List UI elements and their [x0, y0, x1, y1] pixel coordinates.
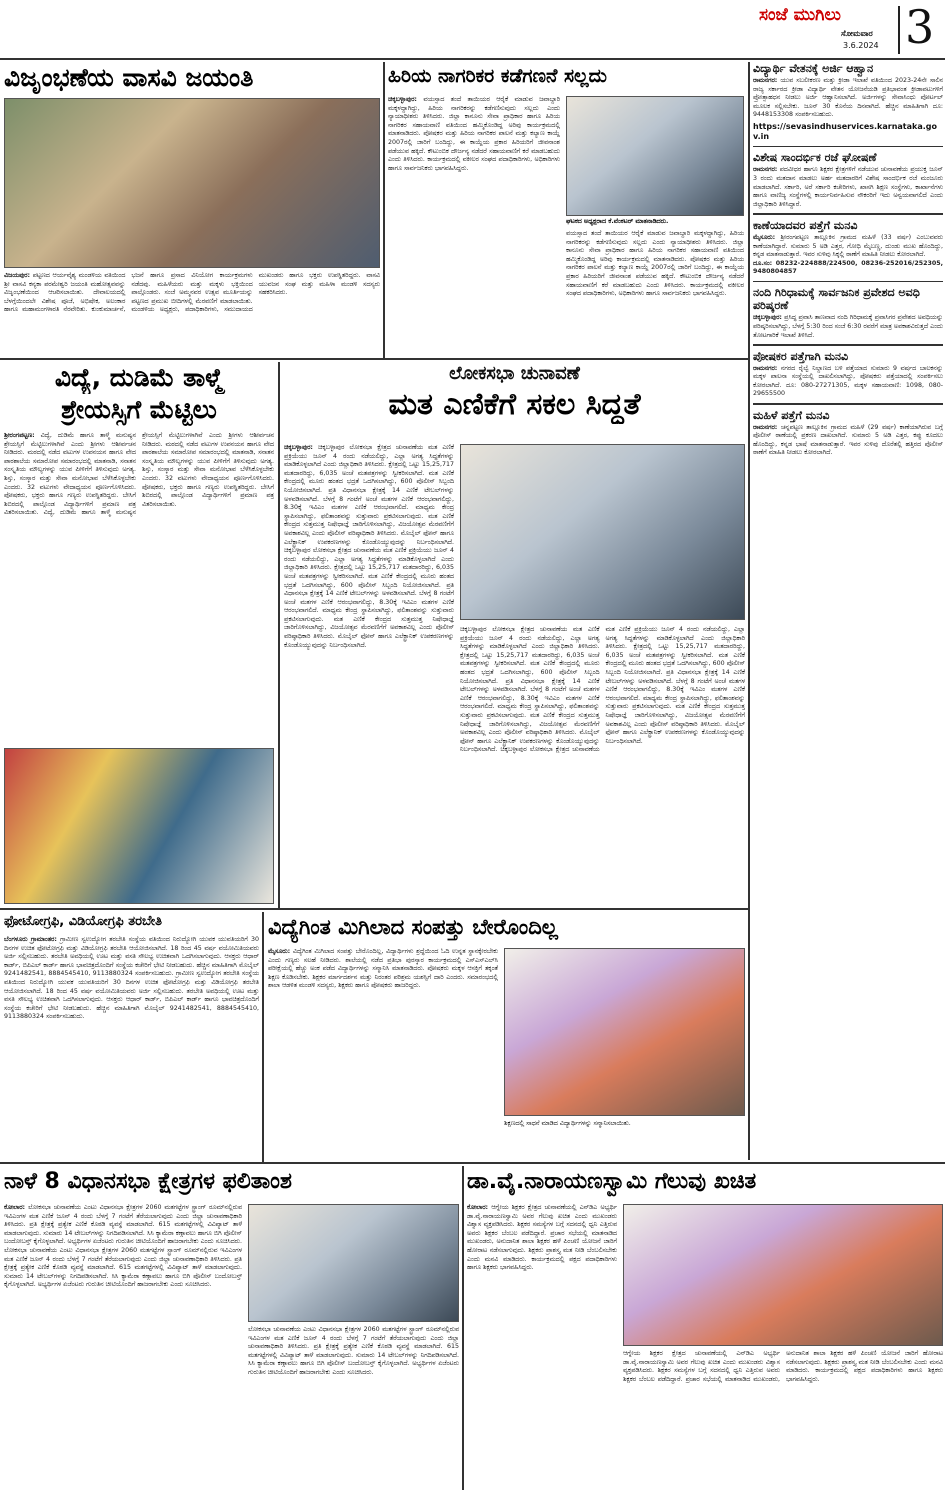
- rule-row2: [0, 908, 748, 910]
- headline: ಮತ ಎಣಿಕೆಗೆ ಸಕಲ ಸಿದ್ಧತೆ: [388, 387, 641, 422]
- dateline: ರಾಮನಗರ:: [753, 364, 778, 372]
- body: ಪದವೀಧರ ಹಾಗೂ ಶಿಕ್ಷಕರ ಕ್ಷೇತ್ರಗಳಿಗೆ ನಡೆಯುವ ಚುನಾವಣೆಯ ಪ್ರಯುಕ್ತ ಜೂನ್ 3 ರಂದು ಮತದಾನ ಮಾಡಲು ಅರ್ಹ ಮತದಾರರಿಗೆ ವಿಶೇಷ ಸಾಂದರ್ಭಿಕ ರಜೆ ಮಂಜೂರು ಮಾಡಲಾಗಿದೆ. ಸರ್ಕಾರಿ, ಅರೆ ಸರ್ಕಾರಿ ಕಚೇರಿಗಳು, ಖಾಸಗಿ ಶಿಕ್ಷಣ ಸಂಸ್ಥೆಗಳು, ಕಾರ್ಖಾನೆಗಳು ಹಾಗೂ ವಾಣಿಜ್ಯ ಸಂಸ್ಥೆಗಳಲ್ಲಿ ಕಾರ್ಯನಿರ್ವಹಿಸುವ ನೌಕರರಿಗೆ ಇದು ಅನ್ವಯವಾಗಲಿದೆ ಎಂದು ಜಿಲ್ಲಾಧಿಕಾರಿ ತಿಳಿಸಿದ್ದಾರೆ.: [753, 166, 943, 208]
- sidebar-headline: ಪೋಷಕರ ಪತ್ತೆಗಾಗಿ ಮನವಿ: [753, 349, 849, 363]
- sidebar-phones: ದೂ.ಸಂ: 08232-224888/224500, 08236-252016/252305, 9480804857: [753, 259, 943, 276]
- sidebar-headline: ವಿದ್ಯಾರ್ಥಿ ವೇತನಕ್ಕೆ ಅರ್ಜಿ ಆಹ್ವಾನ: [753, 62, 874, 75]
- body-text: [4, 936, 259, 1158]
- masthead-weekday: ಸೋಮವಾರ: [841, 29, 873, 38]
- sidebar: [753, 62, 943, 1160]
- sidebar-item-nandi-hills: [753, 286, 943, 340]
- photo-student-felicitation: [504, 948, 745, 1116]
- body: ಪಟ್ಟಣದ ಆರ್ಯವೈಶ್ಯ ಮಂಡಳಿಯ ವತಿಯಿಂದ ಶ್ರೀ ವಾಸವಿ ಕನ್ಯಕಾ ಪರಮೇಶ್ವರಿ ಜಯಂತಿ ಮಹೋತ್ಸವವನ್ನು ವಿಜೃಂಭಣೆಯಿಂದ ಆಚರಿಸಲಾಯಿತು. ದೇವಾಲಯದಲ್ಲಿ ಬೆಳಗ್ಗೆಯಿಂದಲೇ ವಿಶೇಷ ಪೂಜೆ, ಅಭಿಷೇಕ, ಅಲಂಕಾರ ಹಾಗೂ ಮಹಾಮಂಗಳಾರತಿ ನೆರವೇರಿತು. ಕುಂಕುಮಾರ್ಚನೆ, ಭಜನೆ ಹಾಗೂ ಪ್ರಸಾದ ವಿನಿಯೋಗ ಕಾರ್ಯಕ್ರಮಗಳು ನಡೆದವು. ಮಹಿಳೆಯರು ಮತ್ತು ಮಕ್ಕಳು ಭಕ್ತಿಯಿಂದ ಪಾಲ್ಗೊಂಡರು. ಸಂಜೆ ಅಮ್ಮನವರ ಉತ್ಸವ ಮೂರ್ತಿಯನ್ನು ಪಟ್ಟಣದ ಪ್ರಮುಖ ಬೀದಿಗಳಲ್ಲಿ ಮೆರವಣಿಗೆ ಮಾಡಲಾಯಿತು. ಮಂಡಳಿಯ ಅಧ್ಯಕ್ಷರು, ಪದಾಧಿಕಾರಿಗಳು, ಸಮುದಾಯದ ಮುಖಂಡರು ಹಾಗೂ ಭಕ್ತರು ಉಪಸ್ಥಿತರಿದ್ದರು. ವಾಸವಿ ಯುವಜನ ಸಂಘ ಮತ್ತು ಮಹಿಳಾ ಮಂಡಳಿ ಸದಸ್ಯರು ಸಹಕರಿಸಿದರು.: [4, 272, 380, 314]
- headline: ವಿಜೃಂಭಣೆಯ ವಾಸವಿ ಜಯಂತಿ: [4, 63, 254, 92]
- kicker: ಲೋಕಸಭಾ ಚುನಾವಣೆ: [449, 363, 580, 384]
- sidebar-divider: [753, 403, 943, 405]
- rule-row1: [0, 358, 748, 360]
- photo-assembly-meeting: [248, 1204, 459, 1322]
- body-text: [4, 272, 380, 354]
- story-photography: [4, 912, 259, 1160]
- dateline: ಶ್ರೀರಂಗಪಟ್ಟಣ:: [4, 432, 35, 439]
- sidebar-item-missing-woman: [753, 409, 943, 458]
- masthead-date: 3.6.2024: [843, 41, 879, 50]
- sidebar-body: [753, 166, 943, 209]
- body-col-left: [284, 444, 454, 904]
- sidebar-item-special-leave: [753, 151, 943, 209]
- sidebar-body: [753, 77, 943, 120]
- dateline: ರಾಮನಗರ:: [753, 423, 778, 431]
- rule-col1-col2: [383, 62, 385, 358]
- top-rule: [0, 58, 945, 60]
- sidebar-item-scholarship: [753, 62, 943, 142]
- sidebar-headline: ಮಹಿಳೆ ಪತ್ತೆಗೆ ಮನವಿ: [753, 408, 830, 422]
- story-elders: [388, 62, 745, 356]
- dateline: ಕೋಲಾರ:: [4, 1204, 26, 1211]
- masthead-divider: [898, 6, 900, 54]
- dateline: ವಿಜಯಪುರ:: [4, 272, 31, 279]
- sidebar-headline: ಕಾಣೆಯಾದವರ ಪತ್ತೆಗೆ ಮನವಿ: [753, 218, 858, 232]
- story-vasavi: [4, 62, 380, 356]
- headline-line1: ವಿದ್ಯೆ, ದುಡಿಮೆ ತಾಳ್ಮೆ: [54, 363, 224, 392]
- body-continued: ವಯಸ್ಸಾದ ತಂದೆ ತಾಯಿಯರ ಆರೈಕೆ ಮಾಡುವ ಜವಾಬ್ದಾರಿ ಮಕ್ಕಳದ್ದಾಗಿದ್ದು, ಹಿರಿಯ ನಾಗರಿಕರನ್ನು ಕಡೆಗಣಿಸುವುದು ಸಲ್ಲದು ಎಂದು ನ್ಯಾಯಾಧೀಶರು ತಿಳಿಸಿದರು. ಜಿಲ್ಲಾ ಕಾನೂನು ಸೇವಾ ಪ್ರಾಧಿಕಾರ ಹಾಗೂ ಹಿರಿಯ ನಾಗರಿಕರ ಸಹಾಯವಾಣಿ ವತಿಯಿಂದ ಹಮ್ಮಿಕೊಂಡಿದ್ದ ಅರಿವು ಕಾರ್ಯಕ್ರಮದಲ್ಲಿ ಮಾತನಾಡಿದರು. ಪೋಷಕರ ಮತ್ತು ಹಿರಿಯ ನಾಗರಿಕರ ಪಾಲನೆ ಮತ್ತು ಕಲ್ಯಾಣ ಕಾಯ್ದೆ 2007ರಲ್ಲಿ ಜಾರಿಗೆ ಬಂದಿದ್ದು, ಈ ಕಾಯ್ದೆಯ ಪ್ರಕಾರ ಹಿರಿಯರಿಗೆ ಜೀವನಾಂಶ ಪಡೆಯುವ ಹಕ್ಕಿದೆ. ಕೌಟುಂಬಿಕ ದೌರ್ಜನ್ಯ ನಡೆದರೆ ಸಹಾಯವಾಣಿಗೆ ಕರೆ ಮಾಡಬಹುದು ಎಂದು ತಿಳಿಸಿದರು. ಕಾರ್ಯಕ್ರಮದಲ್ಲಿ ವಕೀಲರ ಸಂಘದ ಪದಾಧಿಕಾರಿಗಳು, ಅಧಿಕಾರಿಗಳು ಹಾಗೂ ಸಾರ್ವಜನಿಕರು ಭಾಗವಹಿಸಿದ್ದರು.: [566, 230, 744, 298]
- story-knowledge: [268, 912, 745, 1160]
- body: ವಿದ್ಯೆಗಿಂತ ಮಿಗಿಲಾದ ಸಂಪತ್ತು ಬೇರೊಂದಿಲ್ಲ, ವಿದ್ಯಾರ್ಥಿಗಳು ಶ್ರದ್ಧೆಯಿಂದ ಓದಿ ಉನ್ನತ ಸ್ಥಾನಕ್ಕೇರಬೇಕು ಎಂದು ಗಣ್ಯರು ಸಲಹೆ ನೀಡಿದರು. ಶಾಲೆಯಲ್ಲಿ ನಡೆದ ಪ್ರತಿಭಾ ಪುರಸ್ಕಾರ ಕಾರ್ಯಕ್ರಮದಲ್ಲಿ ಎಸ್ಎಸ್ಎಲ್‌ಸಿ ಪರೀಕ್ಷೆಯಲ್ಲಿ ಹೆಚ್ಚು ಅಂಕ ಪಡೆದ ವಿದ್ಯಾರ್ಥಿಗಳನ್ನು ಸನ್ಮಾನಿಸಿ ಮಾತನಾಡಿದರು. ಪೋಷಕರು ಮಕ್ಕಳ ಆಸಕ್ತಿಗೆ ತಕ್ಕಂತೆ ಶಿಕ್ಷಣ ಕೊಡಿಸಬೇಕು. ಶಿಕ್ಷಕರ ಮಾರ್ಗದರ್ಶನ ಮತ್ತು ನಿರಂತರ ಪರಿಶ್ರಮ ಯಶಸ್ಸಿಗೆ ದಾರಿ ಎಂದರು. ಸಮಾರಂಭದಲ್ಲಿ ಶಾಲಾ ಆಡಳಿತ ಮಂಡಳಿ ಸದಸ್ಯರು, ಶಿಕ್ಷಕರು ಹಾಗೂ ಪೋಷಕರು ಹಾಜರಿದ್ದರು.: [268, 948, 498, 990]
- rule-edu-election: [278, 362, 280, 908]
- story-election: [284, 362, 745, 906]
- rule-row3: [0, 1162, 945, 1164]
- sidebar-divider: [753, 213, 943, 215]
- body: ವಿದ್ಯೆ, ದುಡಿಮೆ ಹಾಗೂ ತಾಳ್ಮೆ ಮನುಷ್ಯನ ಶ್ರೇಯಸ್ಸಿಗೆ ಮೆಟ್ಟಿಲುಗಳಾಗಿವೆ ಎಂದು ಶ್ರೀಗಳು ಆಶೀರ್ವಚನ ನೀಡಿದರು. ಮಠದಲ್ಲಿ ನಡೆದ ವಟುಗಳ ಉಪನಯನ ಹಾಗೂ ವೇದ ಪಾಠಶಾಲೆಯ ಸಮಾರೋಪ ಸಮಾರಂಭದಲ್ಲಿ ಮಾತನಾಡಿ, ಸನಾತನ ಸಂಸ್ಕೃತಿಯ ಮೌಲ್ಯಗಳನ್ನು ಯುವ ಪೀಳಿಗೆಗೆ ತಿಳಿಸುವುದು ಅಗತ್ಯ. ಶಿಸ್ತು, ಸಂಸ್ಕಾರ ಮತ್ತು ಸೇವಾ ಮನೋಭಾವ ಬೆಳೆಸಿಕೊಳ್ಳಬೇಕು ಎಂದರು. 32 ವಟುಗಳು ವೇದಾಧ್ಯಯನ ಪೂರ್ಣಗೊಳಿಸಿದರು. ಪೋಷಕರು, ಭಕ್ತರು ಹಾಗೂ ಗಣ್ಯರು ಉಪಸ್ಥಿತರಿದ್ದರು. ಬೇಸಿಗೆ ಶಿಬಿರದಲ್ಲಿ ಪಾಲ್ಗೊಂಡ ವಿದ್ಯಾರ್ಥಿಗಳಿಗೆ ಪ್ರಮಾಣ ಪತ್ರ ವಿತರಿಸಲಾಯಿತು.: [4, 432, 136, 517]
- photo-caption: ಘಟಕದ ಅಧ್ಯಕ್ಷರಾದ ಕೆ.ವೆಂಕಟರ್ ಮಾತನಾಡಿದರು.: [566, 218, 669, 225]
- sidebar-divider: [753, 146, 943, 148]
- body: ಯುವ ಸಬಲೀಕರಣ ಮತ್ತು ಕ್ರೀಡಾ ಇಲಾಖೆ ವತಿಯಿಂದ 2023-24ನೇ ಸಾಲಿನ ರಾಜ್ಯ ಸರ್ಕಾರದ ಕ್ರೀಡಾ ವಿದ್ಯಾರ್ಥಿ ವೇತನ ಯೋಜನೆಯಡಿ ಪ್ರತಿಭಾವಂತ ಕ್ರೀಡಾಪಟುಗಳಿಗೆ ಪ್ರೋತ್ಸಾಹಧನ ನೀಡಲು ಅರ್ಜಿ ಆಹ್ವಾನಿಸಲಾಗಿದೆ. ಅರ್ಜಿಗಳನ್ನು ಸೇವಾಸಿಂಧು ಪೋರ್ಟಲ್ ಮೂಲಕ ಸಲ್ಲಿಸಬೇಕು. ಜೂನ್ 30 ಕೊನೆಯ ದಿನವಾಗಿದೆ. ಹೆಚ್ಚಿನ ಮಾಹಿತಿಗಾಗಿ ದೂ: 9448153308 ಸಂಪರ್ಕಿಸಬಹುದು.: [753, 77, 943, 119]
- body-text: [4, 432, 274, 742]
- body-col-left: [467, 1204, 617, 1486]
- photo-caption: ಶಿಕ್ಷಣದಲ್ಲಿ ಸಾಧನೆ ಮಾಡಿದ ವಿದ್ಯಾರ್ಥಿಗಳನ್ನು ಸನ್ಮಾನಿಸಲಾಯಿತು.: [504, 1120, 631, 1127]
- headline: ವಿದ್ಯೆಗಿಂತ ಮಿಗಿಲಾದ ಸಂಪತ್ತು ಬೇರೊಂದಿಲ್ಲ: [268, 915, 558, 939]
- dateline: ಕೋಲಾರ:: [467, 1204, 489, 1211]
- body-col-left: [388, 96, 560, 354]
- sidebar-headline: ವಿಶೇಷ ಸಾಂದರ್ಭಿಕ ರಜೆ ಘೋಷಣೆ: [753, 151, 877, 165]
- photo-campaign: [623, 1204, 943, 1346]
- sidebar-headline: ನಂದಿ ಗಿರಿಧಾಮಕ್ಕೆ ಸಾರ್ವಜನಿಕ ಪ್ರವೇಶದ ಅವಧಿ ಪರಿಷ್ಕರಣೆ: [753, 286, 920, 313]
- dateline: ಬೆಂಗಳೂರು ಗ್ರಾಮಾಂತರ:: [4, 936, 57, 943]
- body: ಶ್ರೀರಂಗಪಟ್ಟಣ ತಾಲ್ಲೂಕಿನ ಗ್ರಾಮದ ಮಹಿಳೆ (33 ವರ್ಷ) ಎಂಬುವವರು ಕಾಣೆಯಾಗಿದ್ದಾರೆ. ಸುಮಾರು 5 ಅಡಿ ಎತ್ತರ, ಗೋಧಿ ಮೈಬಣ್ಣ, ದುಂಡು ಮುಖ ಹೊಂದಿದ್ದು, ಕನ್ನಡ ಮಾತನಾಡುತ್ತಾರೆ. ಇವರ ಸುಳಿವು ಸಿಕ್ಕಲ್ಲಿ ಠಾಣೆಗೆ ಮಾಹಿತಿ ನೀಡಲು ಕೋರಲಾಗಿದೆ.: [753, 233, 943, 259]
- rule-photo-knowledge: [262, 912, 264, 1162]
- body-repeat: ವಿದ್ಯೆ, ದುಡಿಮೆ ಹಾಗೂ ತಾಳ್ಮೆ ಮನುಷ್ಯನ ಶ್ರೇಯಸ್ಸಿಗೆ ಮೆಟ್ಟಿಲುಗಳಾಗಿವೆ ಎಂದು ಶ್ರೀಗಳು ಆಶೀರ್ವಚನ ನೀಡಿದರು. ಮಠದಲ್ಲಿ ನಡೆದ ವಟುಗಳ ಉಪನಯನ ಹಾಗೂ ವೇದ ಪಾಠಶಾಲೆಯ ಸಮಾರೋಪ ಸಮಾರಂಭದಲ್ಲಿ ಮಾತನಾಡಿ, ಸನಾತನ ಸಂಸ್ಕೃತಿಯ ಮೌಲ್ಯಗಳನ್ನು ಯುವ ಪೀಳಿಗೆಗೆ ತಿಳಿಸುವುದು ಅಗತ್ಯ. ಶಿಸ್ತು, ಸಂಸ್ಕಾರ ಮತ್ತು ಸೇವಾ ಮನೋಭಾವ ಬೆಳೆಸಿಕೊಳ್ಳಬೇಕು ಎಂದರು. 32 ವಟುಗಳು ವೇದಾಧ್ಯಯನ ಪೂರ್ಣಗೊಳಿಸಿದರು. ಪೋಷಕರು, ಭಕ್ತರು ಹಾಗೂ ಗಣ್ಯರು ಉಪಸ್ಥಿತರಿದ್ದರು. ಬೇಸಿಗೆ ಶಿಬಿರದಲ್ಲಿ ಪಾಲ್ಗೊಂಡ ವಿದ್ಯಾರ್ಥಿಗಳಿಗೆ ಪ್ರಮಾಣ ಪತ್ರ ವಿತರಿಸಲಾಯಿತು.: [43, 432, 274, 517]
- sidebar-body: [753, 424, 943, 458]
- masthead-logo: [759, 5, 841, 25]
- body-col-right: [248, 1326, 459, 1486]
- photo-vasavi-group: [4, 98, 380, 268]
- body: ಲೋಕಸಭಾ ಚುನಾವಣೆಯ ಎಂಟು ವಿಧಾನಸಭಾ ಕ್ಷೇತ್ರಗಳ 2060 ಮತಗಟ್ಟೆಗಳ ಸ್ಟ್ರಾಂಗ್ ರೂಮ್‌ನಲ್ಲಿರುವ ಇವಿಎಂಗಳ ಮತ ಎಣಿಕೆ ಜೂನ್ 4 ರಂದು ಬೆಳಗ್ಗೆ 7 ಗಂಟೆಗೆ ತೆರೆಯಲಾಗುವುದು ಎಂದು ಜಿಲ್ಲಾ ಚುನಾವಣಾಧಿಕಾರಿ ತಿಳಿಸಿದರು. ಪ್ರತಿ ಕ್ಷೇತ್ರಕ್ಕೆ ಪ್ರತ್ಯೇಕ ಎಣಿಕೆ ಕೊಠಡಿ ವ್ಯವಸ್ಥೆ ಮಾಡಲಾಗಿದೆ. 615 ಮತಗಟ್ಟೆಗಳಲ್ಲಿ ವಿವಿಪ್ಯಾಟ್ ತಾಳೆ ಮಾಡಲಾಗುವುದು. ಸುಮಾರು 14 ಟೇಬಲ್‌ಗಳನ್ನು ನಿಗದಿಪಡಿಸಲಾಗಿದೆ. ಸಿಸಿ ಕ್ಯಾಮೆರಾ ಕಣ್ಗಾವಲು ಹಾಗೂ ಬಿಗಿ ಪೊಲೀಸ್ ಬಂದೋಬಸ್ತ್ ಕೈಗೊಳ್ಳಲಾಗಿದೆ. ಅಭ್ಯರ್ಥಿಗಳ ಏಜೆಂಟರು ಗುರುತಿನ ಚೀಟಿಯೊಂದಿಗೆ ಹಾಜರಾಗಬೇಕು ಎಂದು ಸೂಚಿಸಿದರು.: [4, 1204, 242, 1246]
- masthead: [755, 2, 943, 60]
- sidebar-item-missing-person: [753, 219, 943, 277]
- dateline: ಚಿಕ್ಕಬಳ್ಳಾಪುರ:: [284, 444, 313, 451]
- headline-line2: ಶ್ರೇಯಸ್ಸಿಗೆ ಮೆಟ್ಟಿಲು: [61, 395, 217, 424]
- body-repeat: ಲೋಕಸಭಾ ಚುನಾವಣೆಯ ಎಂಟು ವಿಧಾನಸಭಾ ಕ್ಷೇತ್ರಗಳ 2060 ಮತಗಟ್ಟೆಗಳ ಸ್ಟ್ರಾಂಗ್ ರೂಮ್‌ನಲ್ಲಿರುವ ಇವಿಎಂಗಳ ಮತ ಎಣಿಕೆ ಜೂನ್ 4 ರಂದು ಬೆಳಗ್ಗೆ 7 ಗಂಟೆಗೆ ತೆರೆಯಲಾಗುವುದು ಎಂದು ಜಿಲ್ಲಾ ಚುನಾವಣಾಧಿಕಾರಿ ತಿಳಿಸಿದರು. ಪ್ರತಿ ಕ್ಷೇತ್ರಕ್ಕೆ ಪ್ರತ್ಯೇಕ ಎಣಿಕೆ ಕೊಠಡಿ ವ್ಯವಸ್ಥೆ ಮಾಡಲಾಗಿದೆ. 615 ಮತಗಟ್ಟೆಗಳಲ್ಲಿ ವಿವಿಪ್ಯಾಟ್ ತಾಳೆ ಮಾಡಲಾಗುವುದು. ಸುಮಾರು 14 ಟೇಬಲ್‌ಗಳನ್ನು ನಿಗದಿಪಡಿಸಲಾಗಿದೆ. ಸಿಸಿ ಕ್ಯಾಮೆರಾ ಕಣ್ಗಾವಲು ಹಾಗೂ ಬಿಗಿ ಪೊಲೀಸ್ ಬಂದೋಬಸ್ತ್ ಕೈಗೊಳ್ಳಲಾಗಿದೆ. ಅಭ್ಯರ್ಥಿಗಳ ಏಜೆಂಟರು ಗುರುತಿನ ಚೀಟಿಯೊಂದಿಗೆ ಹಾಜರಾಗಬೇಕು ಎಂದು ಸೂಚಿಸಿದರು.: [4, 1246, 242, 1289]
- sidebar-body: [753, 314, 943, 340]
- headline: ಡಾ.ವೈ.ನಾರಾಯಣಸ್ವಾಮಿ ಗೆಲುವು ಖಚಿತ: [467, 1169, 757, 1194]
- body: ವಯಸ್ಸಾದ ತಂದೆ ತಾಯಿಯರ ಆರೈಕೆ ಮಾಡುವ ಜವಾಬ್ದಾರಿ ಮಕ್ಕಳದ್ದಾಗಿದ್ದು, ಹಿರಿಯ ನಾಗರಿಕರನ್ನು ಕಡೆಗಣಿಸುವುದು ಸಲ್ಲದು ಎಂದು ನ್ಯಾಯಾಧೀಶರು ತಿಳಿಸಿದರು. ಜಿಲ್ಲಾ ಕಾನೂನು ಸೇವಾ ಪ್ರಾಧಿಕಾರ ಹಾಗೂ ಹಿರಿಯ ನಾಗರಿಕರ ಸಹಾಯವಾಣಿ ವತಿಯಿಂದ ಹಮ್ಮಿಕೊಂಡಿದ್ದ ಅರಿವು ಕಾರ್ಯಕ್ರಮದಲ್ಲಿ ಮಾತನಾಡಿದರು. ಪೋಷಕರ ಮತ್ತು ಹಿರಿಯ ನಾಗರಿಕರ ಪಾಲನೆ ಮತ್ತು ಕಲ್ಯಾಣ ಕಾಯ್ದೆ 2007ರಲ್ಲಿ ಜಾರಿಗೆ ಬಂದಿದ್ದು, ಈ ಕಾಯ್ದೆಯ ಪ್ರಕಾರ ಹಿರಿಯರಿಗೆ ಜೀವನಾಂಶ ಪಡೆಯುವ ಹಕ್ಕಿದೆ. ಕೌಟುಂಬಿಕ ದೌರ್ಜನ್ಯ ನಡೆದರೆ ಸಹಾಯವಾಣಿಗೆ ಕರೆ ಮಾಡಬಹುದು ಎಂದು ತಿಳಿಸಿದರು. ಕಾರ್ಯಕ್ರಮದಲ್ಲಿ ವಕೀಲರ ಸಂಘದ ಪದಾಧಿಕಾರಿಗಳು, ಅಧಿಕಾರಿಗಳು ಹಾಗೂ ಸಾರ್ವಜನಿಕರು ಭಾಗವಹಿಸಿದ್ದರು.: [388, 96, 560, 172]
- story-assembly: [4, 1166, 459, 1488]
- rule-main-sidebar: [748, 62, 750, 1160]
- body-col-right: [460, 626, 745, 904]
- body: ಚನ್ನಪಟ್ಟಣ ತಾಲ್ಲೂಕಿನ ಗ್ರಾಮದ ಮಹಿಳೆ (29 ವರ್ಷ) ಕಾಣೆಯಾಗಿರುವ ಬಗ್ಗೆ ಪೊಲೀಸ್ ಠಾಣೆಯಲ್ಲಿ ಪ್ರಕರಣ ದಾಖಲಾಗಿದೆ. ಸುಮಾರು 5 ಅಡಿ ಎತ್ತರ, ಕಪ್ಪು ಕೂದಲು ಹೊಂದಿದ್ದು, ಕನ್ನಡ ಭಾಷೆ ಮಾತನಾಡುತ್ತಾರೆ. ಇವರ ಸುಳಿವು ದೊರೆತಲ್ಲಿ ಹತ್ತಿರದ ಪೊಲೀಸ್ ಠಾಣೆಗೆ ಮಾಹಿತಿ ನೀಡಲು ಕೋರಲಾಗಿದೆ.: [753, 423, 943, 457]
- sidebar-divider: [753, 344, 943, 346]
- headline: ಫೋಟೋಗ್ರಫಿ, ವಿಡಿಯೋಗ್ರಫಿ ತರಬೇತಿ: [4, 914, 163, 929]
- rule-bottom-split: [462, 1166, 464, 1490]
- body-col-left: [4, 1204, 242, 1486]
- photo-election-officials: [460, 444, 745, 620]
- headline: ಹಿರಿಯ ನಾಗರಿಕರ ಕಡೆಗಣನೆ ಸಲ್ಲದು: [388, 65, 607, 87]
- sidebar-divider: [753, 281, 943, 283]
- body-continued: ಲೋಕಸಭಾ ಚುನಾವಣೆಯ ಎಂಟು ವಿಧಾನಸಭಾ ಕ್ಷೇತ್ರಗಳ 2060 ಮತಗಟ್ಟೆಗಳ ಸ್ಟ್ರಾಂಗ್ ರೂಮ್‌ನಲ್ಲಿರುವ ಇವಿಎಂಗಳ ಮತ ಎಣಿಕೆ ಜೂನ್ 4 ರಂದು ಬೆಳಗ್ಗೆ 7 ಗಂಟೆಗೆ ತೆರೆಯಲಾಗುವುದು ಎಂದು ಜಿಲ್ಲಾ ಚುನಾವಣಾಧಿಕಾರಿ ತಿಳಿಸಿದರು. ಪ್ರತಿ ಕ್ಷೇತ್ರಕ್ಕೆ ಪ್ರತ್ಯೇಕ ಎಣಿಕೆ ಕೊಠಡಿ ವ್ಯವಸ್ಥೆ ಮಾಡಲಾಗಿದೆ. 615 ಮತಗಟ್ಟೆಗಳಲ್ಲಿ ವಿವಿಪ್ಯಾಟ್ ತಾಳೆ ಮಾಡಲಾಗುವುದು. ಸುಮಾರು 14 ಟೇಬಲ್‌ಗಳನ್ನು ನಿಗದಿಪಡಿಸಲಾಗಿದೆ. ಸಿಸಿ ಕ್ಯಾಮೆರಾ ಕಣ್ಗಾವಲು ಹಾಗೂ ಬಿಗಿ ಪೊಲೀಸ್ ಬಂದೋಬಸ್ತ್ ಕೈಗೊಳ್ಳಲಾಗಿದೆ. ಅಭ್ಯರ್ಥಿಗಳ ಏಜೆಂಟರು ಗುರುತಿನ ಚೀಟಿಯೊಂದಿಗೆ ಹಾಜರಾಗಬೇಕು ಎಂದು ಸೂಚಿಸಿದರು.: [248, 1326, 459, 1376]
- sidebar-body: [753, 234, 943, 260]
- body-continued-2: ಚಿಕ್ಕಬಳ್ಳಾಪುರ ಲೋಕಸಭಾ ಕ್ಷೇತ್ರದ ಚುನಾವಣೆಯ ಮತ ಎಣಿಕೆ ಪ್ರಕ್ರಿಯೆಯು ಜೂನ್ 4 ರಂದು ನಡೆಯಲಿದ್ದು, ಎಲ್ಲಾ ಅಗತ್ಯ ಸಿದ್ಧತೆಗಳನ್ನು ಮಾಡಿಕೊಳ್ಳಲಾಗಿದೆ ಎಂದು ಜಿಲ್ಲಾಧಿಕಾರಿ ತಿಳಿಸಿದರು. ಕ್ಷೇತ್ರದಲ್ಲಿ ಒಟ್ಟು 15,25,717 ಮತದಾರರಿದ್ದು, 6,035 ಅಂಚೆ ಮತಪತ್ರಗಳನ್ನು ಸ್ವೀಕರಿಸಲಾಗಿದೆ. ಮತ ಎಣಿಕೆ ಕೇಂದ್ರದಲ್ಲಿ ಮೂರು ಹಂತದ ಭದ್ರತೆ ಒದಗಿಸಲಾಗಿದ್ದು, 600 ಪೊಲೀಸ್ ಸಿಬ್ಬಂದಿ ನಿಯೋಜಿಸಲಾಗಿದೆ. ಪ್ರತಿ ವಿಧಾನಸಭಾ ಕ್ಷೇತ್ರಕ್ಕೆ 14 ಎಣಿಕೆ ಟೇಬಲ್‌ಗಳನ್ನು ಅಳವಡಿಸಲಾಗಿದೆ. ಬೆಳಗ್ಗೆ 8 ಗಂಟೆಗೆ ಅಂಚೆ ಮತಗಳ ಎಣಿಕೆ ಆರಂಭವಾಗಲಿದ್ದು, 8.30ಕ್ಕೆ ಇವಿಎಂ ಮತಗಳ ಎಣಿಕೆ ಆರಂಭವಾಗಲಿದೆ. ಮಾಧ್ಯಮ ಕೇಂದ್ರ ಸ್ಥಾಪಿಸಲಾಗಿದ್ದು, ಫಲಿತಾಂಶವನ್ನು ಸುತ್ತುವಾರು ಪ್ರಕಟಿಸಲಾಗುವುದು. ಮತ ಎಣಿಕೆ ಕೇಂದ್ರದ ಸುತ್ತಮುತ್ತ ನಿಷೇಧಾಜ್ಞೆ ಜಾರಿಗೊಳಿಸಲಾಗಿದ್ದು, ವಿಜಯೋತ್ಸವ ಮೆರವಣಿಗೆಗೆ ಅವಕಾಶವಿಲ್ಲ ಎಂದು ಪೊಲೀಸ್ ವರಿಷ್ಠಾಧಿಕಾರಿ ತಿಳಿಸಿದರು. ಮೊಬೈಲ್ ಫೋನ್ ಹಾಗೂ ಎಲೆಕ್ಟ್ರಾನಿಕ್ ಉಪಕರಣಗಳನ್ನು ಕೊಂಡೊಯ್ಯುವುದನ್ನು ನಿರ್ಬಂಧಿಸಲಾಗಿದೆ.: [500, 626, 745, 754]
- body-col-right: [623, 1350, 943, 1486]
- body: ಪ್ರಸಿದ್ಧ ಪ್ರವಾಸಿ ತಾಣವಾದ ನಂದಿ ಗಿರಿಧಾಮಕ್ಕೆ ಪ್ರವಾಸಿಗರ ಪ್ರವೇಶದ ಅವಧಿಯನ್ನು ಪರಿಷ್ಕರಿಸಲಾಗಿದ್ದು, ಬೆಳಗ್ಗೆ 5:30 ರಿಂದ ಸಂಜೆ 6:30 ರವರೆಗೆ ಮಾತ್ರ ಅವಕಾಶವಿರುತ್ತದೆ ಎಂದು ತೋಟಗಾರಿಕೆ ಇಲಾಖೆ ತಿಳಿಸಿದೆ.: [753, 314, 943, 339]
- story-narayanaswamy: [467, 1166, 943, 1488]
- dateline: ರಾಮನಗರ:: [753, 166, 778, 174]
- headline: ನಾಳೆ 8 ವಿಧಾನಸಭಾ ಕ್ಷೇತ್ರಗಳ ಫಲಿತಾಂಶ: [4, 1169, 292, 1194]
- story-education: [4, 362, 274, 906]
- logo-text: ಸಂಜೆ ಮುಗಿಲು: [759, 5, 841, 25]
- body-continued: ಚಿಕ್ಕಬಳ್ಳಾಪುರ ಲೋಕಸಭಾ ಕ್ಷೇತ್ರದ ಚುನಾವಣೆಯ ಮತ ಎಣಿಕೆ ಪ್ರಕ್ರಿಯೆಯು ಜೂನ್ 4 ರಂದು ನಡೆಯಲಿದ್ದು, ಎಲ್ಲಾ ಅಗತ್ಯ ಸಿದ್ಧತೆಗಳನ್ನು ಮಾಡಿಕೊಳ್ಳಲಾಗಿದೆ ಎಂದು ಜಿಲ್ಲಾಧಿಕಾರಿ ತಿಳಿಸಿದರು. ಕ್ಷೇತ್ರದಲ್ಲಿ ಒಟ್ಟು 15,25,717 ಮತದಾರರಿದ್ದು, 6,035 ಅಂಚೆ ಮತಪತ್ರಗಳನ್ನು ಸ್ವೀಕರಿಸಲಾಗಿದೆ. ಮತ ಎಣಿಕೆ ಕೇಂದ್ರದಲ್ಲಿ ಮೂರು ಹಂತದ ಭದ್ರತೆ ಒದಗಿಸಲಾಗಿದ್ದು, 600 ಪೊಲೀಸ್ ಸಿಬ್ಬಂದಿ ನಿಯೋಜಿಸಲಾಗಿದೆ. ಪ್ರತಿ ವಿಧಾನಸಭಾ ಕ್ಷೇತ್ರಕ್ಕೆ 14 ಎಣಿಕೆ ಟೇಬಲ್‌ಗಳನ್ನು ಅಳವಡಿಸಲಾಗಿದೆ. ಬೆಳಗ್ಗೆ 8 ಗಂಟೆಗೆ ಅಂಚೆ ಮತಗಳ ಎಣಿಕೆ ಆರಂಭವಾಗಲಿದ್ದು, 8.30ಕ್ಕೆ ಇವಿಎಂ ಮತಗಳ ಎಣಿಕೆ ಆರಂಭವಾಗಲಿದೆ. ಮಾಧ್ಯಮ ಕೇಂದ್ರ ಸ್ಥಾಪಿಸಲಾಗಿದ್ದು, ಫಲಿತಾಂಶವನ್ನು ಸುತ್ತುವಾರು ಪ್ರಕಟಿಸಲಾಗುವುದು. ಮತ ಎಣಿಕೆ ಕೇಂದ್ರದ ಸುತ್ತಮುತ್ತ ನಿಷೇಧಾಜ್ಞೆ ಜಾರಿಗೊಳಿಸಲಾಗಿದ್ದು, ವಿಜಯೋತ್ಸವ ಮೆರವಣಿಗೆಗೆ ಅವಕಾಶವಿಲ್ಲ ಎಂದು ಪೊಲೀಸ್ ವರಿಷ್ಠಾಧಿಕಾರಿ ತಿಳಿಸಿದರು. ಮೊಬೈಲ್ ಫೋನ್ ಹಾಗೂ ಎಲೆಕ್ಟ್ರಾನಿಕ್ ಉಪಕರಣಗಳನ್ನು ಕೊಂಡೊಯ್ಯುವುದನ್ನು ನಿರ್ಬಂಧಿಸಲಾಗಿದೆ.: [460, 626, 600, 754]
- body: ಗ್ರಾಮೀಣ ಸ್ವಉದ್ಯೋಗ ತರಬೇತಿ ಸಂಸ್ಥೆಯ ವತಿಯಿಂದ ನಿರುದ್ಯೋಗಿ ಯುವಕ ಯುವತಿಯರಿಗೆ 30 ದಿನಗಳ ಉಚಿತ ಫೋಟೋಗ್ರಫಿ ಮತ್ತು ವಿಡಿಯೋಗ್ರಫಿ ತರಬೇತಿ ಆಯೋಜಿಸಲಾಗಿದೆ. 18 ರಿಂದ 45 ವರ್ಷ ವಯೋಮಿತಿಯವರು ಅರ್ಜಿ ಸಲ್ಲಿಸಬಹುದು. ತರಬೇತಿ ಅವಧಿಯಲ್ಲಿ ಊಟ ಮತ್ತು ವಸತಿ ಸೌಲಭ್ಯ ಉಚಿತವಾಗಿ ಒದಗಿಸಲಾಗುವುದು. ಆಸಕ್ತರು ಆಧಾರ್ ಕಾರ್ಡ್, ಬಿಪಿಎಲ್ ಕಾರ್ಡ್ ಹಾಗೂ ಭಾವಚಿತ್ರದೊಂದಿಗೆ ಸಂಸ್ಥೆಯ ಕಚೇರಿಗೆ ಭೇಟಿ ನೀಡಬಹುದು. ಹೆಚ್ಚಿನ ಮಾಹಿತಿಗಾಗಿ ಮೊಬೈಲ್ 9241482541, 8884545410, 9113880324 ಸಂಪರ್ಕಿಸಬಹುದು.: [4, 936, 259, 978]
- photo-swamiji-students: [4, 748, 274, 904]
- sevasindhu-link[interactable]: https://sevasindhuservices.karnataka.gov.in: [753, 121, 938, 141]
- dateline: ಮೈಸೂರು:: [753, 233, 776, 241]
- photo-elders: [566, 96, 744, 216]
- body: ನಗರದ ರೈಲ್ವೆ ನಿಲ್ದಾಣದ ಬಳಿ ಪತ್ತೆಯಾದ ಸುಮಾರು 9 ವರ್ಷದ ಬಾಲಕನನ್ನು ಮಕ್ಕಳ ಪಾಲನಾ ಸಂಸ್ಥೆಯಲ್ಲಿ ದಾಖಲಿಸಲಾಗಿದ್ದು, ಪೋಷಕರು ಪತ್ತೆಯಾದಲ್ಲಿ ಸಂಪರ್ಕಿಸಲು ಕೋರಲಾಗಿದೆ. ದೂ: 080-27271305, ಮಕ್ಕಳ ಸಹಾಯವಾಣಿ: 1098, 080-29655500: [753, 364, 943, 398]
- dateline: ರಾಮನಗರ:: [753, 77, 778, 84]
- page-number: 3: [905, 2, 935, 54]
- body: ಆಗ್ನೇಯ ಶಿಕ್ಷಕರ ಕ್ಷೇತ್ರದ ಚುನಾವಣೆಯಲ್ಲಿ ಎನ್‌ಡಿಎ ಅಭ್ಯರ್ಥಿ ಡಾ.ವೈ.ನಾರಾಯಣಸ್ವಾಮಿ ಅವರ ಗೆಲುವು ಖಚಿತ ಎಂದು ಮುಖಂಡರು ವಿಶ್ವಾಸ ವ್ಯಕ್ತಪಡಿಸಿದರು. ಶಿಕ್ಷಕರ ಸಮಸ್ಯೆಗಳ ಬಗ್ಗೆ ಸದನದಲ್ಲಿ ಧ್ವನಿ ಎತ್ತಿರುವ ಅವರು ಶಿಕ್ಷಕರ ಬೆಂಬಲ ಪಡೆದಿದ್ದಾರೆ. ಪ್ರಚಾರ ಸಭೆಯಲ್ಲಿ ಮಾತನಾಡಿದ ಮುಖಂಡರು, ಅನುದಾನಿತ ಶಾಲಾ ಶಿಕ್ಷಕರ ಹಳೆ ಪಿಂಚಣಿ ಯೋಜನೆ ಜಾರಿಗೆ ಹೋರಾಟ ನಡೆಸಲಾಗುವುದು. ಶಿಕ್ಷಕರು ಪ್ರಾಶಸ್ತ್ಯ ಮತ ನೀಡಿ ಬೆಂಬಲಿಸಬೇಕು ಎಂದು ಮನವಿ ಮಾಡಿದರು. ಕಾರ್ಯಕ್ರಮದಲ್ಲಿ ಪಕ್ಷದ ಪದಾಧಿಕಾರಿಗಳು ಹಾಗೂ ಶಿಕ್ಷಕರು ಭಾಗವಹಿಸಿದ್ದರು.: [467, 1204, 617, 1272]
- body-text: [268, 948, 498, 1158]
- body: ಚಿಕ್ಕಬಳ್ಳಾಪುರ ಲೋಕಸಭಾ ಕ್ಷೇತ್ರದ ಚುನಾವಣೆಯ ಮತ ಎಣಿಕೆ ಪ್ರಕ್ರಿಯೆಯು ಜೂನ್ 4 ರಂದು ನಡೆಯಲಿದ್ದು, ಎಲ್ಲಾ ಅಗತ್ಯ ಸಿದ್ಧತೆಗಳನ್ನು ಮಾಡಿಕೊಳ್ಳಲಾಗಿದೆ ಎಂದು ಜಿಲ್ಲಾಧಿಕಾರಿ ತಿಳಿಸಿದರು. ಕ್ಷೇತ್ರದಲ್ಲಿ ಒಟ್ಟು 15,25,717 ಮತದಾರರಿದ್ದು, 6,035 ಅಂಚೆ ಮತಪತ್ರಗಳನ್ನು ಸ್ವೀಕರಿಸಲಾಗಿದೆ. ಮತ ಎಣಿಕೆ ಕೇಂದ್ರದಲ್ಲಿ ಮೂರು ಹಂತದ ಭದ್ರತೆ ಒದಗಿಸಲಾಗಿದ್ದು, 600 ಪೊಲೀಸ್ ಸಿಬ್ಬಂದಿ ನಿಯೋಜಿಸಲಾಗಿದೆ. ಪ್ರತಿ ವಿಧಾನಸಭಾ ಕ್ಷೇತ್ರಕ್ಕೆ 14 ಎಣಿಕೆ ಟೇಬಲ್‌ಗಳನ್ನು ಅಳವಡಿಸಲಾಗಿದೆ. ಬೆಳಗ್ಗೆ 8 ಗಂಟೆಗೆ ಅಂಚೆ ಮತಗಳ ಎಣಿಕೆ ಆರಂಭವಾಗಲಿದ್ದು, 8.30ಕ್ಕೆ ಇವಿಎಂ ಮತಗಳ ಎಣಿಕೆ ಆರಂಭವಾಗಲಿದೆ. ಮಾಧ್ಯಮ ಕೇಂದ್ರ ಸ್ಥಾಪಿಸಲಾಗಿದ್ದು, ಫಲಿತಾಂಶವನ್ನು ಸುತ್ತುವಾರು ಪ್ರಕಟಿಸಲಾಗುವುದು. ಮತ ಎಣಿಕೆ ಕೇಂದ್ರದ ಸುತ್ತಮುತ್ತ ನಿಷೇಧಾಜ್ಞೆ ಜಾರಿಗೊಳಿಸಲಾಗಿದ್ದು, ವಿಜಯೋತ್ಸವ ಮೆರವಣಿಗೆಗೆ ಅವಕಾಶವಿಲ್ಲ ಎಂದು ಪೊಲೀಸ್ ವರಿಷ್ಠಾಧಿಕಾರಿ ತಿಳಿಸಿದರು. ಮೊಬೈಲ್ ಫೋನ್ ಹಾಗೂ ಎಲೆಕ್ಟ್ರಾನಿಕ್ ಉಪಕರಣಗಳನ್ನು ಕೊಂಡೊಯ್ಯುವುದನ್ನು ನಿರ್ಬಂಧಿಸಲಾಗಿದೆ.: [284, 444, 454, 546]
- body-repeat: ಗ್ರಾಮೀಣ ಸ್ವಉದ್ಯೋಗ ತರಬೇತಿ ಸಂಸ್ಥೆಯ ವತಿಯಿಂದ ನಿರುದ್ಯೋಗಿ ಯುವಕ ಯುವತಿಯರಿಗೆ 30 ದಿನಗಳ ಉಚಿತ ಫೋಟೋಗ್ರಫಿ ಮತ್ತು ವಿಡಿಯೋಗ್ರಫಿ ತರಬೇತಿ ಆಯೋಜಿಸಲಾಗಿದೆ. 18 ರಿಂದ 45 ವರ್ಷ ವಯೋಮಿತಿಯವರು ಅರ್ಜಿ ಸಲ್ಲಿಸಬಹುದು. ತರಬೇತಿ ಅವಧಿಯಲ್ಲಿ ಊಟ ಮತ್ತು ವಸತಿ ಸೌಲಭ್ಯ ಉಚಿತವಾಗಿ ಒದಗಿಸಲಾಗುವುದು. ಆಸಕ್ತರು ಆಧಾರ್ ಕಾರ್ಡ್, ಬಿಪಿಎಲ್ ಕಾರ್ಡ್ ಹಾಗೂ ಭಾವಚಿತ್ರದೊಂದಿಗೆ ಸಂಸ್ಥೆಯ ಕಚೇರಿಗೆ ಭೇಟಿ ನೀಡಬಹುದು. ಹೆಚ್ಚಿನ ಮಾಹಿತಿಗಾಗಿ ಮೊಬೈಲ್ 9241482541, 8884545410, 9113880324 ಸಂಪರ್ಕಿಸಬಹುದು.: [4, 970, 259, 1021]
- body-col-right: [566, 230, 744, 354]
- sidebar-item-parents-search: [753, 350, 943, 399]
- dateline: ಚಿಕ್ಕಬಳ್ಳಾಪುರ:: [753, 314, 782, 322]
- sidebar-body: [753, 365, 943, 399]
- dateline: ಚಿಕ್ಕಬಳ್ಳಾಪುರ:: [388, 96, 417, 103]
- body-continued: ಆಗ್ನೇಯ ಶಿಕ್ಷಕರ ಕ್ಷೇತ್ರದ ಚುನಾವಣೆಯಲ್ಲಿ ಎನ್‌ಡಿಎ ಅಭ್ಯರ್ಥಿ ಡಾ.ವೈ.ನಾರಾಯಣಸ್ವಾಮಿ ಅವರ ಗೆಲುವು ಖಚಿತ ಎಂದು ಮುಖಂಡರು ವಿಶ್ವಾಸ ವ್ಯಕ್ತಪಡಿಸಿದರು. ಶಿಕ್ಷಕರ ಸಮಸ್ಯೆಗಳ ಬಗ್ಗೆ ಸದನದಲ್ಲಿ ಧ್ವನಿ ಎತ್ತಿರುವ ಅವರು ಶಿಕ್ಷಕರ ಬೆಂಬಲ ಪಡೆದಿದ್ದಾರೆ. ಪ್ರಚಾರ ಸಭೆಯಲ್ಲಿ ಮಾತನಾಡಿದ ಮುಖಂಡರು, ಅನುದಾನಿತ ಶಾಲಾ ಶಿಕ್ಷಕರ ಹಳೆ ಪಿಂಚಣಿ ಯೋಜನೆ ಜಾರಿಗೆ ಹೋರಾಟ ನಡೆಸಲಾಗುವುದು. ಶಿಕ್ಷಕರು ಪ್ರಾಶಸ್ತ್ಯ ಮತ ನೀಡಿ ಬೆಂಬಲಿಸಬೇಕು ಎಂದು ಮನವಿ ಮಾಡಿದರು. ಕಾರ್ಯಕ್ರಮದಲ್ಲಿ ಪಕ್ಷದ ಪದಾಧಿಕಾರಿಗಳು ಹಾಗೂ ಶಿಕ್ಷಕರು ಭಾಗವಹಿಸಿದ್ದರು.: [623, 1350, 943, 1383]
- dateline: ಮೈಸೂರು:: [268, 948, 291, 955]
- body-repeat: ಚಿಕ್ಕಬಳ್ಳಾಪುರ ಲೋಕಸಭಾ ಕ್ಷೇತ್ರದ ಚುನಾವಣೆಯ ಮತ ಎಣಿಕೆ ಪ್ರಕ್ರಿಯೆಯು ಜೂನ್ 4 ರಂದು ನಡೆಯಲಿದ್ದು, ಎಲ್ಲಾ ಅಗತ್ಯ ಸಿದ್ಧತೆಗಳನ್ನು ಮಾಡಿಕೊಳ್ಳಲಾಗಿದೆ ಎಂದು ಜಿಲ್ಲಾಧಿಕಾರಿ ತಿಳಿಸಿದರು. ಕ್ಷೇತ್ರದಲ್ಲಿ ಒಟ್ಟು 15,25,717 ಮತದಾರರಿದ್ದು, 6,035 ಅಂಚೆ ಮತಪತ್ರಗಳನ್ನು ಸ್ವೀಕರಿಸಲಾಗಿದೆ. ಮತ ಎಣಿಕೆ ಕೇಂದ್ರದಲ್ಲಿ ಮೂರು ಹಂತದ ಭದ್ರತೆ ಒದಗಿಸಲಾಗಿದ್ದು, 600 ಪೊಲೀಸ್ ಸಿಬ್ಬಂದಿ ನಿಯೋಜಿಸಲಾಗಿದೆ. ಪ್ರತಿ ವಿಧಾನಸಭಾ ಕ್ಷೇತ್ರಕ್ಕೆ 14 ಎಣಿಕೆ ಟೇಬಲ್‌ಗಳನ್ನು ಅಳವಡಿಸಲಾಗಿದೆ. ಬೆಳಗ್ಗೆ 8 ಗಂಟೆಗೆ ಅಂಚೆ ಮತಗಳ ಎಣಿಕೆ ಆರಂಭವಾಗಲಿದ್ದು, 8.30ಕ್ಕೆ ಇವಿಎಂ ಮತಗಳ ಎಣಿಕೆ ಆರಂಭವಾಗಲಿದೆ. ಮಾಧ್ಯಮ ಕೇಂದ್ರ ಸ್ಥಾಪಿಸಲಾಗಿದ್ದು, ಫಲಿತಾಂಶವನ್ನು ಸುತ್ತುವಾರು ಪ್ರಕಟಿಸಲಾಗುವುದು. ಮತ ಎಣಿಕೆ ಕೇಂದ್ರದ ಸುತ್ತಮುತ್ತ ನಿಷೇಧಾಜ್ಞೆ ಜಾರಿಗೊಳಿಸಲಾಗಿದ್ದು, ವಿಜಯೋತ್ಸವ ಮೆರವಣಿಗೆಗೆ ಅವಕಾಶವಿಲ್ಲ ಎಂದು ಪೊಲೀಸ್ ವರಿಷ್ಠಾಧಿಕಾರಿ ತಿಳಿಸಿದರು. ಮೊಬೈಲ್ ಫೋನ್ ಹಾಗೂ ಎಲೆಕ್ಟ್ರಾನಿಕ್ ಉಪಕರಣಗಳನ್ನು ಕೊಂಡೊಯ್ಯುವುದನ್ನು ನಿರ್ಬಂಧಿಸಲಾಗಿದೆ.: [284, 547, 454, 649]
